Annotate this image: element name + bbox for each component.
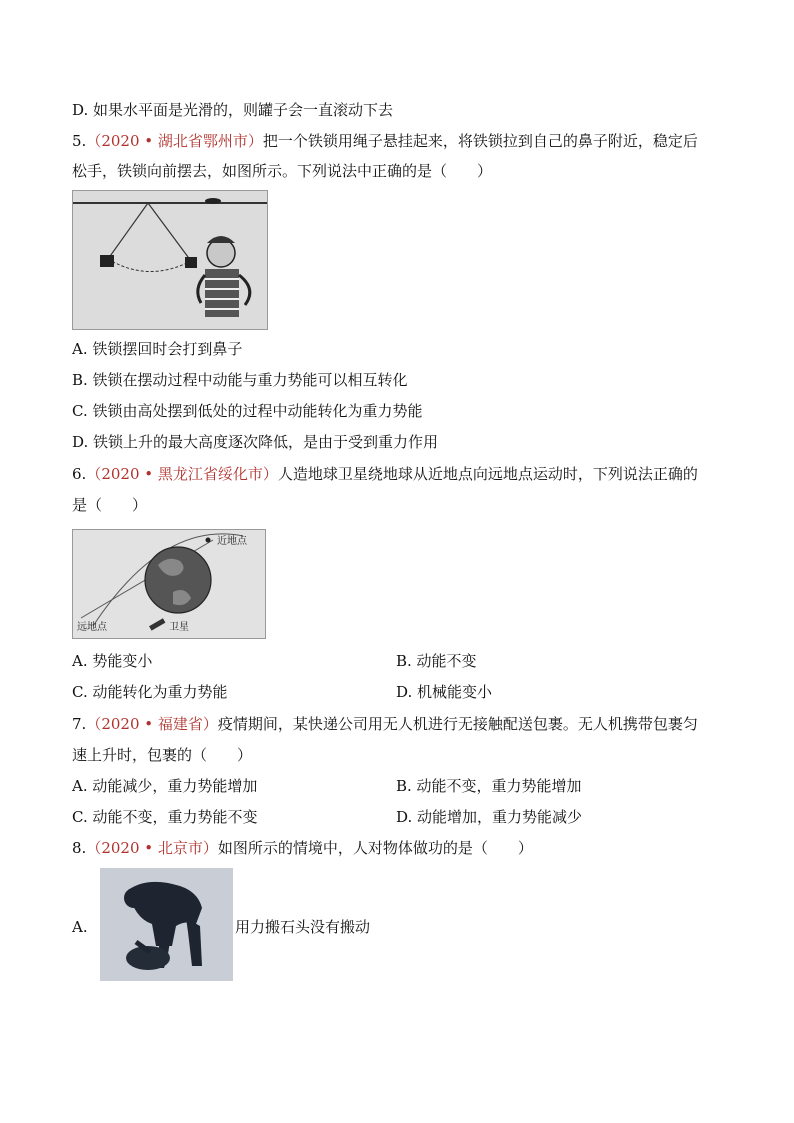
- q6-stem-text1: 人造地球卫星绕地球从近地点向远地点运动时，下列说法正确的: [277, 465, 698, 483]
- lifting-stone-illustration: [100, 868, 233, 981]
- q5-stem-line1: [72, 130, 698, 152]
- q7-stem-text1: 疫情期间，某快递公司用无人机进行无接触配送包裹。无人机携带包裹匀: [217, 715, 698, 733]
- q5-stem-line2: 松手，铁锁向前摆去，如图所示。下列说法中正确的是（ ）: [72, 162, 493, 180]
- q8-stem-text1: 如图所示的情境中，人对物体做功的是（ ）: [217, 839, 533, 857]
- pendulum-illustration: [73, 191, 267, 329]
- q7-option-d: D. 动能增加，重力势能减少: [396, 808, 583, 826]
- q7-option-a: A. 动能减少，重力势能增加: [72, 777, 258, 795]
- q8-source: 2020 • 北京市: [101, 839, 203, 857]
- q5-stem-text1: 把一个铁锁用绳子悬挂起来，将铁锁拉到自己的鼻子附近，稳定后: [262, 132, 698, 150]
- q8-source-close: ）: [202, 839, 218, 857]
- q8-stem-line1: [72, 837, 533, 859]
- q8-option-a-text: 用力搬石头没有搬动: [235, 918, 371, 936]
- q6-number: 6.: [72, 465, 87, 483]
- q5-option-a: A. 铁锁摆回时会打到鼻子: [72, 340, 243, 358]
- q8-number: 8.: [72, 839, 87, 857]
- q6-source-close: ）: [262, 465, 278, 483]
- q8-figure-lifting-stone: [100, 868, 233, 981]
- far-point-label: 远地点: [77, 622, 107, 633]
- q5-option-d: D. 铁锁上升的最大高度逐次降低，是由于受到重力作用: [72, 433, 439, 451]
- q6-figure-orbit: [72, 529, 266, 639]
- q8-option-a-letter: A.: [72, 918, 88, 936]
- q6-source: 2020 • 黑龙江省绥化市: [101, 465, 263, 483]
- q7-source: 2020 • 福建省: [101, 715, 203, 733]
- q6-stem-line1: [72, 463, 698, 485]
- q6-option-d: D. 机械能变小: [396, 683, 493, 701]
- q4-option-d: D. 如果水平面是光滑的，则罐子会一直滚动下去: [72, 101, 394, 119]
- q7-source-open: （: [86, 715, 102, 733]
- q5-option-c: C. 铁锁由高处摆到低处的过程中动能转化为重力势能: [72, 402, 423, 420]
- q6-source-open: （: [86, 465, 102, 483]
- q5-source-close: ）: [247, 132, 263, 150]
- q5-figure-pendulum: [72, 190, 268, 330]
- q6-option-c: C. 动能转化为重力势能: [72, 683, 228, 701]
- q5-option-b: B. 铁锁在摆动过程中动能与重力势能可以相互转化: [72, 371, 408, 389]
- satellite-label: 卫星: [169, 622, 189, 633]
- q6-stem-line2: 是（ ）: [72, 496, 148, 514]
- q5-source: 2020 • 湖北省鄂州市: [101, 132, 248, 150]
- q7-number: 7.: [72, 715, 87, 733]
- q7-stem-line1: [72, 713, 698, 735]
- q5-number: 5.: [72, 132, 87, 150]
- q7-stem-line2: 速上升时，包裹的（ ）: [72, 746, 253, 764]
- near-point-label: 近地点: [217, 536, 247, 547]
- q6-option-a: A. 势能变小: [72, 652, 153, 670]
- q7-option-b: B. 动能不变，重力势能增加: [396, 777, 582, 795]
- q6-option-b: B. 动能不变: [396, 652, 477, 670]
- q7-source-close: ）: [202, 715, 218, 733]
- q5-source-open: （: [86, 132, 102, 150]
- q7-option-c: C. 动能不变，重力势能不变: [72, 808, 258, 826]
- q8-source-open: （: [86, 839, 102, 857]
